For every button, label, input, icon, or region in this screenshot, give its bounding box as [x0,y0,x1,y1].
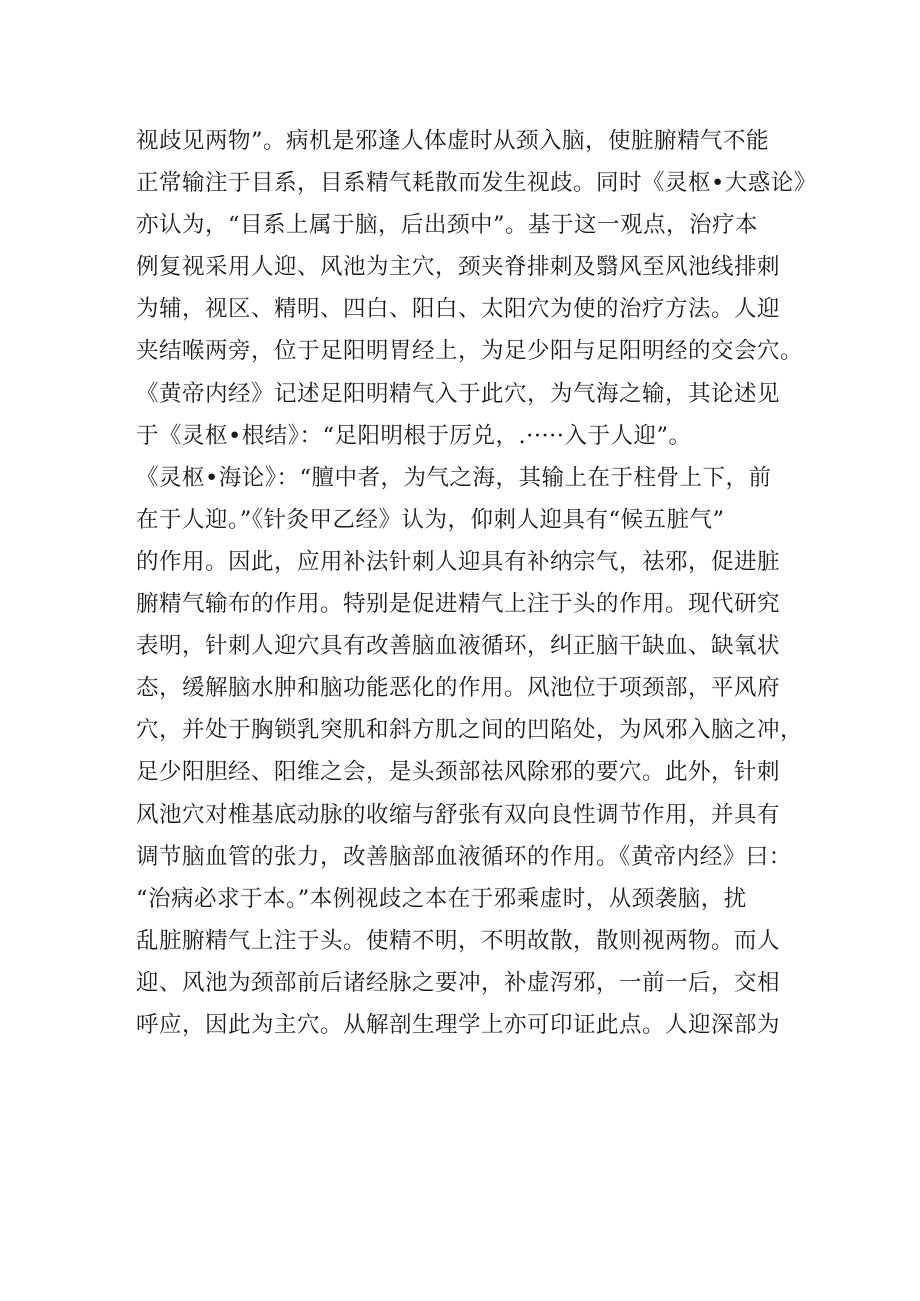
text-line: 表明，针刺人迎穴具有改善脑血液循环，纠正脑干缺血、缺氧状 [136,633,781,660]
text-line: 穴，并处于胸锁乳突肌和斜方肌之间的凹陷处，为风邪入脑之冲， [136,717,804,744]
text-line: 于《灵枢•根结》：“足阳明根于厉兑，.·····入于人迎”。 [136,422,692,449]
text-line: 乱脏腑精气上注于头。使精不明，不明故散，散则视两物。而人 [136,927,781,954]
text-line: 在于人迎。”《针灸甲乙经》认为，仰刺人迎具有“候五脏气” [136,506,725,533]
text-line: 视歧见两物”。病机是邪逢人体虚时从颈入脑，使脏腑精气不能 [136,128,770,154]
text-line: 迎、风池为颈部前后诸经脉之要冲，补虚泻邪，一前一后，交相 [136,969,781,996]
text-line: 夹结喉两旁，位于足阳明胃经上，为足少阳与足阳明经的交会穴。 [136,338,804,365]
text-line: 足少阳胆经、阳维之会，是头颈部祛风除邪的要穴。此外，针刺 [136,759,781,786]
text-line: 的作用。因此，应用补法针刺人迎具有补纳宗气，祛邪，促进脏 [136,548,781,575]
text-line: 正常输注于目系，目系精气耗散而发生视歧。同时《灵枢•大惑论》 [136,170,817,197]
text-line: 《黄帝内经》记述足阳明精气入于此穴，为气海之输，其论述见 [136,380,781,407]
body-text [136,120,826,1046]
text-line: 呼应，因此为主穴。从解剖生理学上亦可印证此点。人迎深部为 [136,1011,781,1038]
text-line: 风池穴对椎基底动脉的收缩与舒张有双向良性调节作用，并具有 [136,801,781,828]
text-line: 例复视采用人迎、风池为主穴，颈夹脊排刺及翳风至风池线排刺 [136,254,781,281]
text-line: 亦认为，“目系上属于脑，后出颈中”。基于这一观点，治疗本 [136,212,759,239]
text-line: 为辅，视区、精明、四白、阳白、太阳穴为使的治疗方法。人迎 [136,296,781,323]
text-line: 态，缓解脑水肿和脑功能恶化的作用。风池位于项颈部，平风府 [136,675,781,702]
text-line: 调节脑血管的张力，改善脑部血液循环的作用。《黄帝内经》曰： [136,843,792,870]
text-line: “治病必求于本。”本例视歧之本在于邪乘虚时，从颈袭脑，扰 [136,885,747,912]
text-line: 腑精气输布的作用。特别是促进精气上注于头的作用。现代研究 [136,591,781,618]
text-line: 《灵枢•海论》：“膻中者，为气之海，其输上在于柱骨上下，前 [136,464,772,491]
